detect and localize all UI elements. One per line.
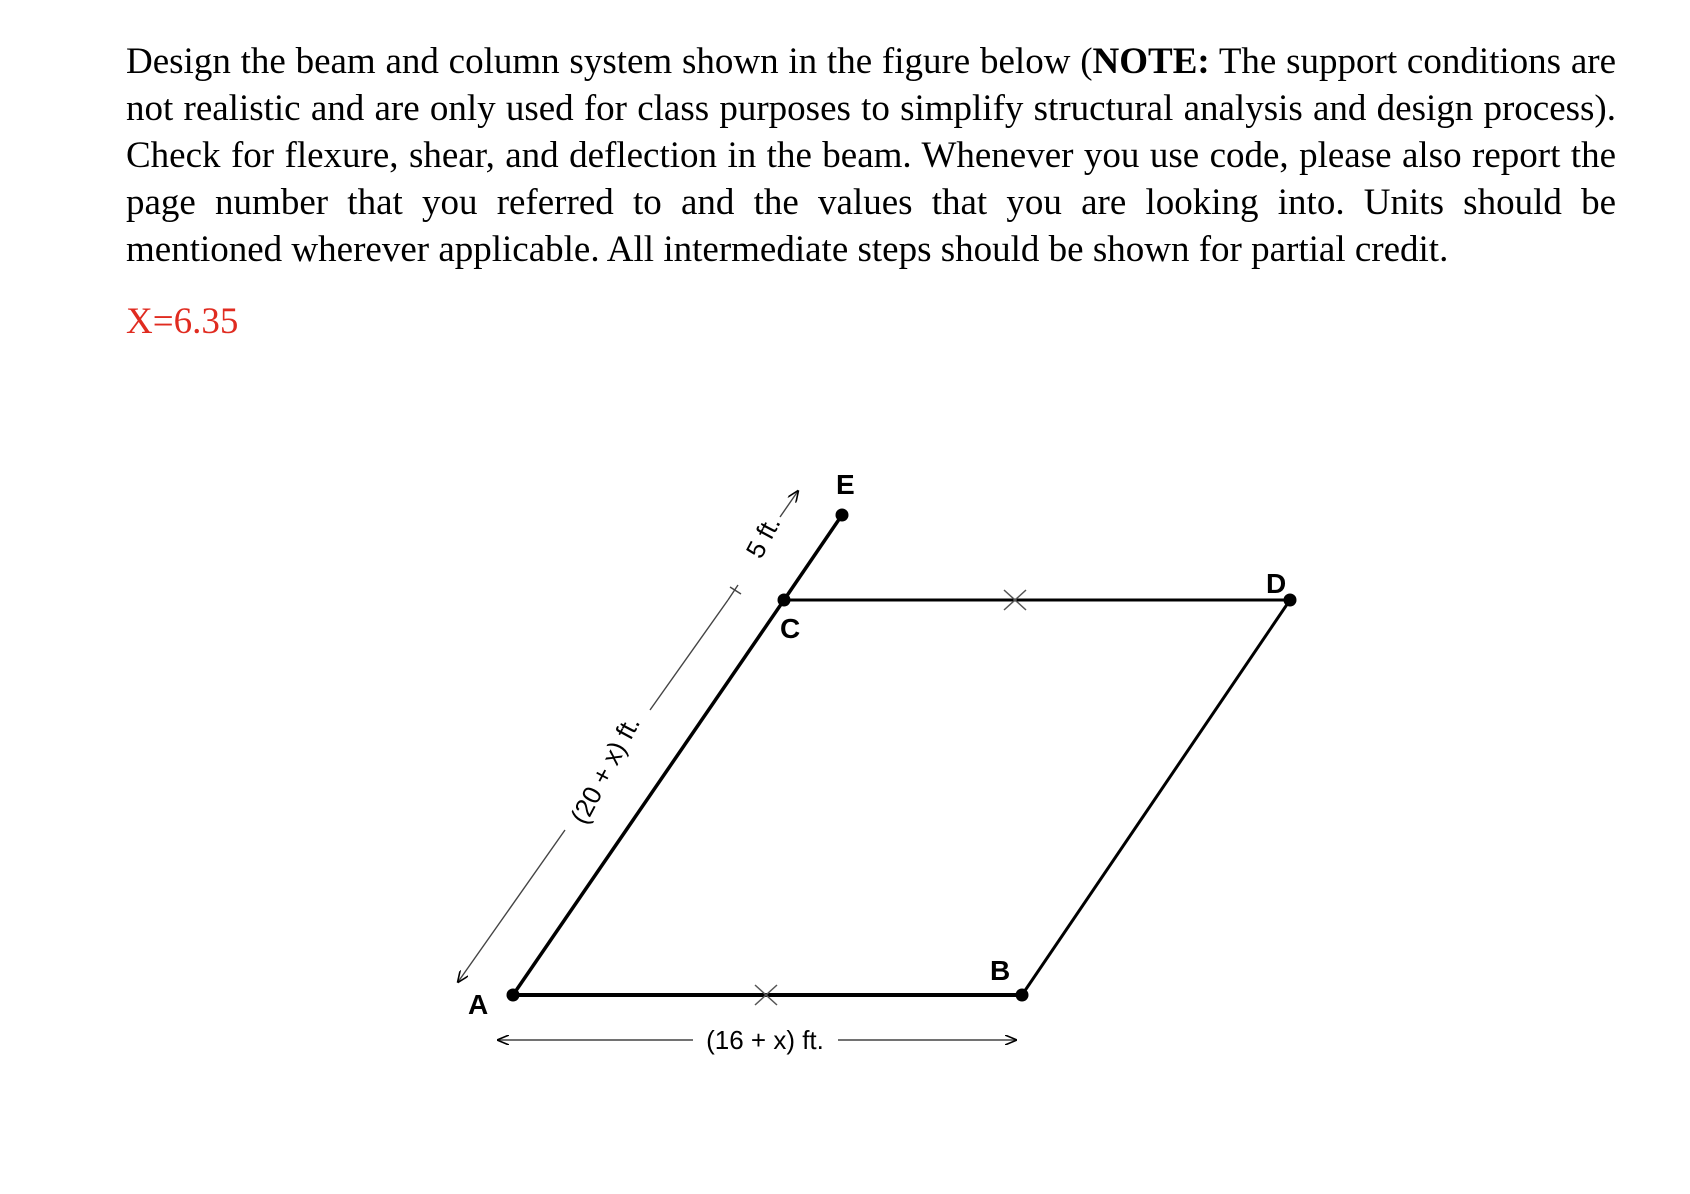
joint-b [1016, 989, 1029, 1002]
label-d: D [1266, 568, 1287, 599]
joint-a [507, 989, 520, 1002]
problem-text-part1: Design the beam and column system shown in the figure below ( [126, 41, 1093, 82]
dimension-diagonal-label: (20 + x) ft. [564, 710, 646, 829]
dimension-top-label: 5 ft. [739, 510, 787, 563]
x-value: X=6.35 [126, 301, 239, 342]
label-e: E [836, 469, 855, 500]
joint-c [778, 594, 791, 607]
girder-ce [784, 515, 842, 600]
label-b: B [990, 955, 1011, 986]
girder-bd [1022, 600, 1290, 995]
label-c: C [780, 613, 801, 644]
label-a: A [468, 989, 489, 1020]
joint-e [836, 509, 849, 522]
girder-ac [513, 600, 784, 995]
dimension-bottom-label: (16 + x) ft. [706, 1025, 824, 1055]
problem-text-part2: The support conditions are not realistic and are only used for class purposes to simplify structural analysis and design process). Check for flexure, shear, and deflection in the beam. Whenever you use code, please also report the page number that you referred to and the values that you are looking into. Units should be mentioned wherever applicable. All intermediate steps should be shown for partial credit. [126, 41, 1616, 270]
note-label: NOTE: [1092, 41, 1210, 82]
